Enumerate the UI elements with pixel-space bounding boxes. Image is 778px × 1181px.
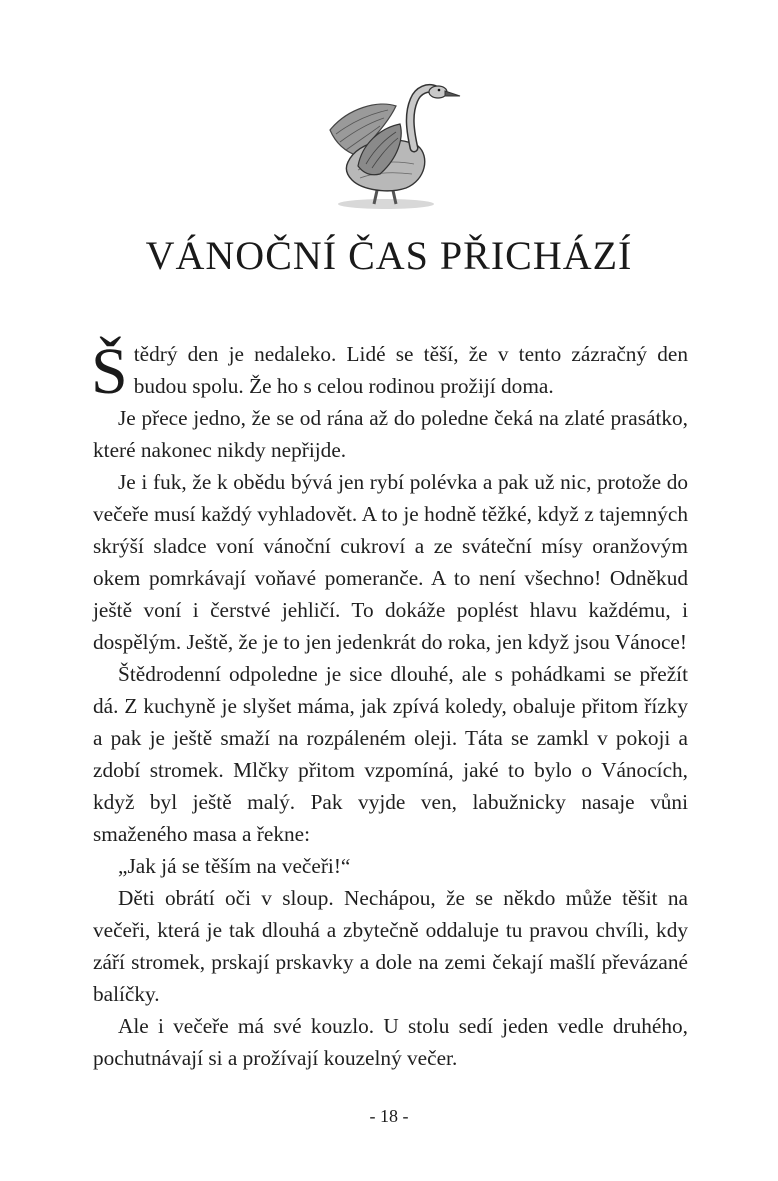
paragraph-2: Je přece jedno, že se od rána až do poledne čeká na zlaté prasátko, které nakonec nikdy nepřijde.	[93, 406, 688, 462]
paragraph-6: Děti obrátí oči v sloup. Nechápou, že se někdo může těšit na večeři, která je tak dlouhá a zbytečně oddaluje tu pravou chvíli, kdy září stromek, prskají prskavky a dole na zemi čekají mašlí převázané balíčky.	[93, 886, 688, 1006]
paragraph-7: Ale i večeře má své kouzlo. U stolu sedí jeden vedle druhého, pochutnávají si a prožívají kouzelný večer.	[93, 1014, 688, 1070]
paragraph-1	[91, 335, 688, 408]
page-number: - 18 -	[369, 1106, 409, 1126]
paragraph-5: „Jak já se těším na večeři!“	[118, 854, 351, 878]
paragraph-4: Štědrodenní odpoledne je sice dlouhé, ale s pohádkami se přežít dá. Z kuchyně je slyšet máma, jak zpívá koledy, obaluje přitom řízky a pak je ještě smaží na rozpáleném oleji. Táta se zamkl v pokoji a zdobí stromek. Mlčky přitom vzpomíná, jaké to bylo o Vánocích, když byl ještě malý. Pak vyjde ven, labužnicky nasaje vůni smaženého masa a řekne:	[93, 662, 688, 846]
drop-cap: Š	[91, 335, 128, 408]
chapter-body	[91, 335, 688, 1074]
paragraph-1-text: tědrý den je nedaleko. Lidé se těší, že v tento zázračný den budou spolu. Že ho s celou rodinou prožijí doma.	[133, 342, 688, 398]
chapter-title: VÁNOČNÍ ČAS PŘICHÁZÍ	[145, 233, 633, 278]
swan-illustration	[318, 78, 463, 216]
paragraph-3: Je i fuk, že k obědu bývá jen rybí polévka a pak už nic, protože do večeře musí každý vyhladovět. A to je hodně těžké, když z tajemných skrýší sladce voní vánoční cukroví a ze sváteční mísy oranžovým okem pomrkávají voňavé pomeranče. A to není všechno! Odněkud ještě voní i čerstvé jehličí. To dokáže poplést hlavu každému, i dospělým. Ještě, že je to jen jedenkrát do roka, jen když jsou Vánoce!	[93, 470, 688, 654]
